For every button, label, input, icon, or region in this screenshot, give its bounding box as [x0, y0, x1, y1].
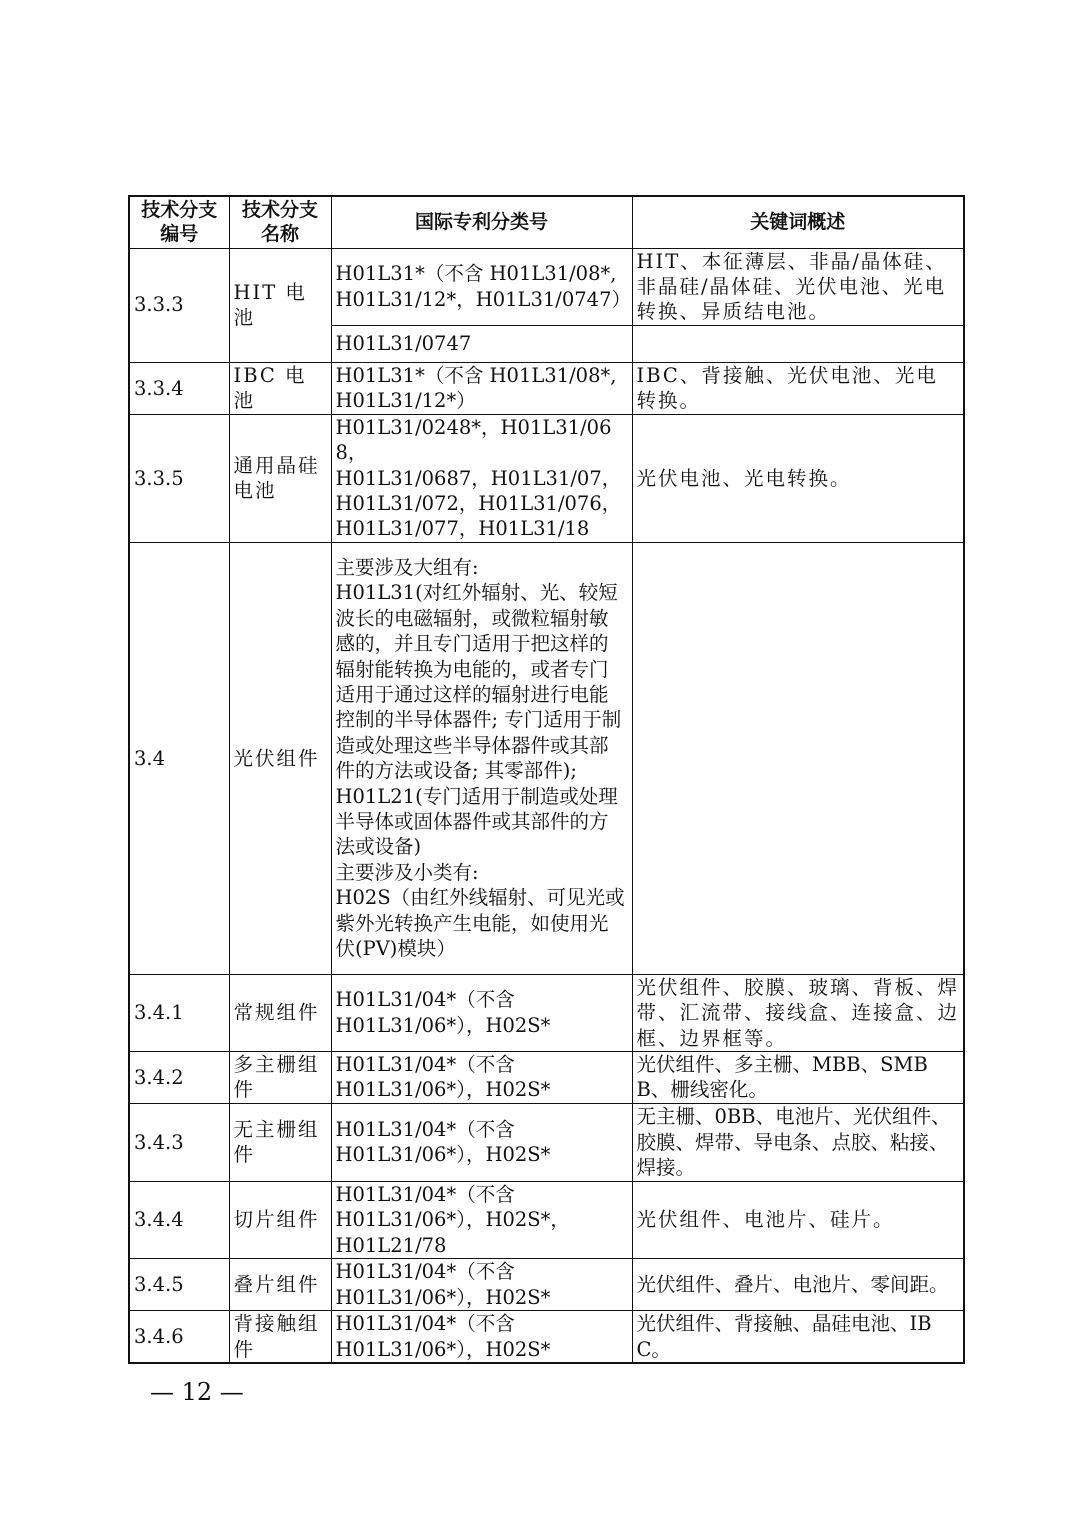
ipc-code: H01L31*（不含 H01L31/08*, H01L31/12*） — [331, 362, 632, 414]
patent-classification-table — [128, 195, 965, 1364]
table-row — [129, 974, 964, 1051]
branch-name: 无主栅组件 — [229, 1103, 331, 1181]
branch-name: 切片组件 — [229, 1181, 331, 1258]
branch-code: 3.4.1 — [129, 974, 229, 1051]
table-row — [129, 542, 964, 974]
branch-code: 3.4.3 — [129, 1103, 229, 1181]
branch-code: 3.3.3 — [129, 248, 229, 362]
branch-name: HIT 电池 — [229, 248, 331, 362]
ipc-code: 主要涉及大组有: H01L31(对红外辐射、光、较短波长的电磁辐射，或微粒辐射敏感的，并且专门适用于把这样的辐射能转换为电能的，或者专门适用于通过这样的辐射进行电能控制的半导体器件; 专门适用于制造或处理这些半导体器件或其部件的方法或设备; 其零部件); H01L21(专门适用于制造或处理半导体或固体器件或其部件的方法或设备) 主要涉及小类有: H02S（由红外线辐射、可见光或紫外光转换产生电能，如使用光伏(PV)模块） — [331, 542, 632, 974]
branch-code: 3.3.4 — [129, 362, 229, 414]
table-row — [129, 1051, 964, 1103]
table-header-row — [129, 196, 964, 248]
ipc-code: H01L31*（不含 H01L31/08*, H01L31/12*，H01L31/0747） — [331, 248, 632, 325]
keywords — [632, 325, 964, 362]
ipc-code: H01L31/04*（不含 H01L31/06*），H02S* — [331, 1311, 632, 1363]
table-row — [129, 1103, 964, 1181]
ipc-code: H01L31/04*（不含 H01L31/06*），H02S*， H01L21/78 — [331, 1181, 632, 1258]
ipc-code: H01L31/0747 — [331, 325, 632, 362]
ipc-code: H01L31/04*（不含 H01L31/06*），H02S* — [331, 974, 632, 1051]
header-ipc: 国际专利分类号 — [331, 196, 632, 248]
table-row — [129, 1259, 964, 1311]
branch-code: 3.4.4 — [129, 1181, 229, 1258]
keywords: 光伏组件、叠片、电池片、零间距。 — [632, 1259, 964, 1311]
branch-code: 3.3.5 — [129, 414, 229, 542]
ipc-code: H01L31/04*（不含 H01L31/06*），H02S* — [331, 1051, 632, 1103]
page-number: — 12 — — [150, 1378, 244, 1406]
header-branch-name: 技术分支 名称 — [229, 196, 331, 248]
table-row — [129, 362, 964, 414]
header-branch-code: 技术分支 编号 — [129, 196, 229, 248]
branch-name: 常规组件 — [229, 974, 331, 1051]
branch-code: 3.4 — [129, 542, 229, 974]
branch-code: 3.4.2 — [129, 1051, 229, 1103]
branch-name: 通用晶硅电池 — [229, 414, 331, 542]
branch-name: 叠片组件 — [229, 1259, 331, 1311]
keywords: 无主栅、0BB、电池片、光伏组件、胶膜、焊带、导电条、点胶、粘接、焊接。 — [632, 1103, 964, 1181]
table-row — [129, 1311, 964, 1363]
branch-name: 光伏组件 — [229, 542, 331, 974]
keywords: HIT、本征薄层、非晶/晶体硅、非晶硅/晶体硅、光伏电池、光电转换、异质结电池。 — [632, 248, 964, 325]
branch-name: 多主栅组件 — [229, 1051, 331, 1103]
branch-code: 3.4.5 — [129, 1259, 229, 1311]
branch-name: IBC 电池 — [229, 362, 331, 414]
table-row — [129, 1181, 964, 1258]
table-row — [129, 414, 964, 542]
ipc-code: H01L31/0248*，H01L31/068， H01L31/0687，H01L31/07， H01L31/072，H01L31/076， H01L31/077，H01L31/18 — [331, 414, 632, 542]
keywords: 光伏组件、电池片、硅片。 — [632, 1181, 964, 1258]
keywords: 光伏组件、多主栅、MBB、SMBB、栅线密化。 — [632, 1051, 964, 1103]
table-row — [129, 248, 964, 325]
branch-code: 3.4.6 — [129, 1311, 229, 1363]
header-keywords: 关键词概述 — [632, 196, 964, 248]
keywords: 光伏组件、胶膜、玻璃、背板、焊带、汇流带、接线盒、连接盒、边框、边界框等。 — [632, 974, 964, 1051]
keywords: 光伏电池、光电转换。 — [632, 414, 964, 542]
keywords — [632, 542, 964, 974]
keywords: 光伏组件、背接触、晶硅电池、IBC。 — [632, 1311, 964, 1363]
keywords: IBC、背接触、光伏电池、光电转换。 — [632, 362, 964, 414]
ipc-code: H01L31/04*（不含 H01L31/06*），H02S* — [331, 1259, 632, 1311]
branch-name: 背接触组件 — [229, 1311, 331, 1363]
ipc-code: H01L31/04*（不含 H01L31/06*），H02S* — [331, 1103, 632, 1181]
